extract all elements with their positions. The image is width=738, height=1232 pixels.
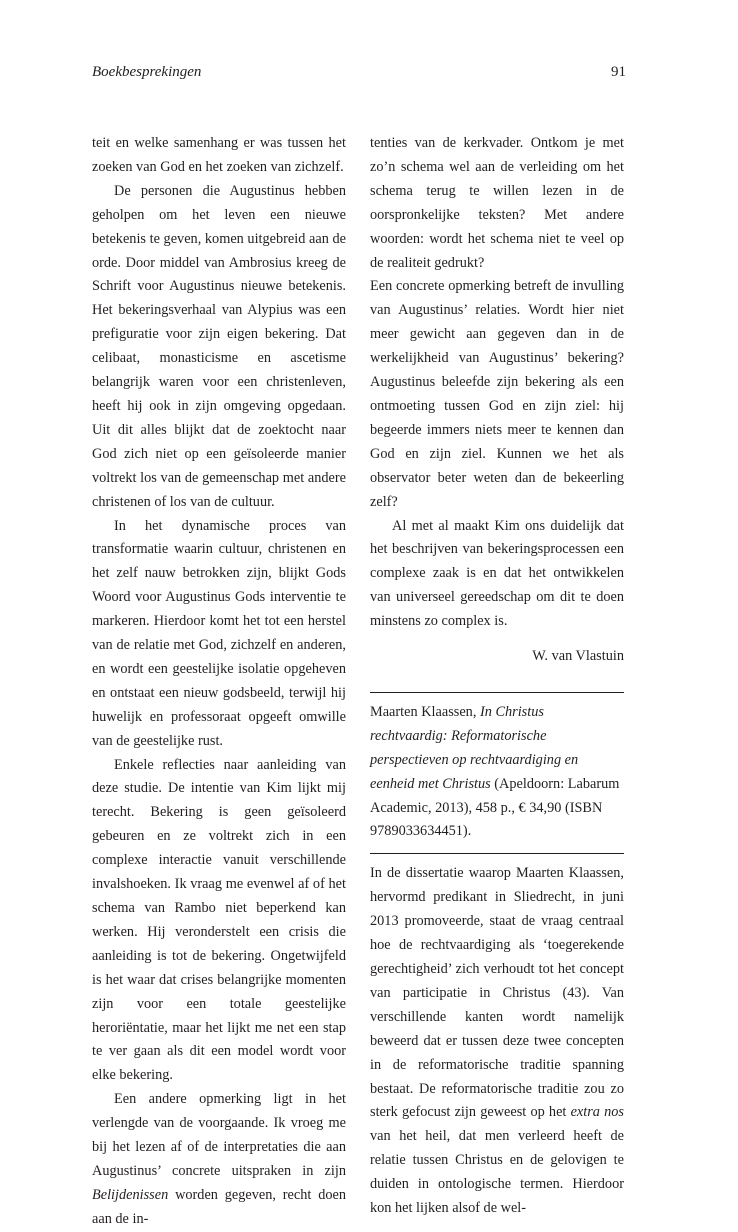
right-paragraph-4 (370, 862, 624, 1221)
left-paragraph-5-text: Een andere opmerking ligt in het verlengde van de voorgaande. Ik vroeg me bij het lezen af of de interpretaties die aan Augustinus’ concrete uitspraken in zijn (92, 1091, 346, 1179)
left-paragraph-5 (92, 1088, 346, 1231)
left-paragraph-5-text-end: worden gegeven, recht doen aan de in- (92, 1186, 346, 1227)
citation-author: Maarten Klaassen, (370, 703, 480, 720)
left-paragraph-3: In het dynamische proces van transformatie waarin cultuur, christenen en het zelf nauw betrokken zijn, blijkt Gods Woord voor Augustinus Gods interventie te markeren. Hierdoor komt het tot een herstel van de relatie met God, zichzelf en anderen, en wordt een geestelijke isolatie opgeheven en ontstaat een nieuw godsbeeld, terwijl hij huwelijk en professoraat opgeeft omwille van de geestelijke rust. (92, 517, 346, 749)
right-paragraph-2: Een concrete opmerking betreft de invulling van Augustinus’ relaties. Wordt hier niet meer gewicht aan gegeven dan in de werkelijkheid van Augustinus’ bekering? Augustinus beleefde zijn bekering als een ontmoeting tussen God en zijn ziel: hij begeerde immers niets meer te kennen dan God en zijn ziel. Kunnen we het als observator beter weten dan de bekeerling zelf? (370, 278, 624, 510)
right-paragraph-1: tenties van de kerkvader. Ontkom je met zo’n schema wel aan de verleiding om het schema terug te willen lezen in de oorspronkelijke teksten? Met andere woorden: wordt het schema niet te veel op de realiteit gedrukt? (370, 135, 624, 271)
reviewer-signature: W. van Vlastuin (532, 648, 624, 665)
left-paragraph-4: Enkele reflecties naar aanleiding van deze studie. De intentie van Kim lijkt mij terecht. Bekering is geen geïsoleerd gebeuren en ze voltrekt zich in een complexe interactie vanuit verschillende invalshoeken. Ik vraag me evenwel af of het schema van Rambo niet beperkend kan werken. Hij veronderstelt een crisis die aanleiding is tot de bekering. Ongetwijfeld is het waar dat crises belangrijke momenten zijn voor een totale geestelijke heroriëntatie, maar het lijkt me net een stap te ver gaan als dit een model wordt voor elke bekering. (92, 756, 346, 1084)
citation-details: (Apeldoorn: Labarum Academic, 2013), 458 p., € 34,90 (ISBN 9789033634451). (370, 775, 620, 840)
divider-top (370, 692, 624, 693)
left-paragraph-5-italic: Belijdenissen (92, 1186, 169, 1203)
left-paragraph-2: De personen die Augustinus hebben geholpen om het leven een nieuwe betekenis te geven, komen uitgebreid aan de orde. Door middel van Ambrosius kreeg de Schrift voor Augustinus nieuwe betekenis. Het bekeringsverhaal van Alypius was een prefiguratie voor zijn eigen bekering. Dat celibaat, monasticisme en ascetisme belangrijk waren voor een christenleven, heeft hij ook in zijn omgeving opgedaan. Uit dit alles blijkt dat de zoektocht naar God zich niet op een geïsoleerde manier voltrekt los van de gemeenschap met andere christenen of los van de cultuur. (92, 182, 346, 510)
divider-bottom (370, 853, 624, 854)
left-paragraph-1: teit en welke samenhang er was tussen het zoeken van God en het zoeken van zichzelf. (92, 135, 346, 175)
right-paragraph-4-italic: extra nos (570, 1104, 624, 1121)
left-column (92, 132, 346, 1232)
citation-title: In Christus rechtvaardig: Reformatorische perspectieven op rechtvaardiging en eenheid met Christus (370, 703, 579, 792)
running-header-title: Boekbesprekingen (92, 64, 202, 80)
page-number: 91 (611, 64, 626, 80)
right-paragraph-4-text-end: van het heil, dat men verleerd heeft de relatie tussen Christus en de gelovigen te duiden in ontologische termen. Hierdoor kon het lijken alsof de wel- (370, 1128, 624, 1217)
right-paragraph-3: Al met al maakt Kim ons duidelijk dat het beschrijven van bekeringsprocessen een complexe zaak is en dat het ontwikkelen van universeel gereedschap om dit te doen minstens zo complex is. (370, 517, 624, 630)
right-paragraph-4-text: In de dissertatie waarop Maarten Klaassen, hervormd predikant in Sliedrecht, in juni 2013 promoveerde, staat de vraag centraal hoe de rechtvaardiging als ‘toegerekende gerechtigheid’ zich verhoudt tot het concept van participatie in Christus (43). Van verschillende kanten wordt namelijk beweerd dat er tussen deze twee concepten in de reformatorische traditie spanning bestaat. De reformatorische traditie zou zo sterk gefocust zijn geweest op het (370, 865, 624, 1121)
right-column (370, 132, 624, 1221)
book-citation (370, 701, 624, 844)
